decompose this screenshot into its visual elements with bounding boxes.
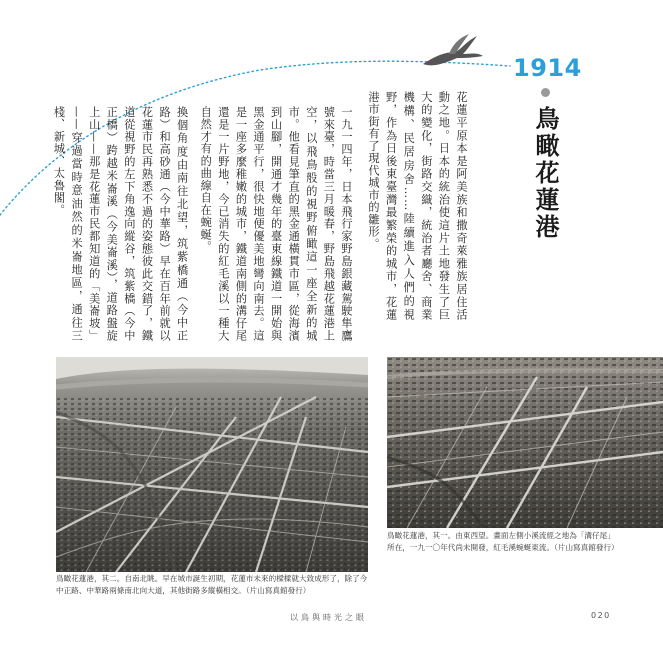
book-title: 以鳥與時光之眼 xyxy=(290,613,367,622)
body-paragraph-1: 一九一四年，日本飛行家野島銀藏駕駛隼鷹號來臺，時當三月暖春，野島飛越花蓮港上空，以飛鳥般的視野俯瞰這一座全新的城市。他看見筆直的黑金通橫貫市區，從海濱到山腳，開通才幾年的臺東線鐵道一開始與黑金通平行，很快地便優美地彎向南去。這是一座多麼稚嫩的城市，鐵道南側的溝仔尾還是一片野地，今已消失的紅毛溪以一種大自然才有的曲線自在蜿蜒。 xyxy=(199,106,353,342)
year-heading: 1914 xyxy=(513,54,582,82)
aerial-photo-east-to-west xyxy=(387,357,663,528)
photo-caption-left: 鳥瞰花蓮港，其二。自南北眺。早在城市誕生初期，花蓮市未來的樑樑就大致成形了，除了今中正路、中華路兩條南北向大道，其他街路多縱橫相交。（片山寫真館發行） xyxy=(56,574,368,595)
photo-caption-right: 鳥瞰花蓮港，其一。由東西望。畫面左側小溪流經之地為「溝仔尾」所在，一九一〇年代尚未開發，紅毛溪蜿蜒東流。（片山寫真館發行） xyxy=(387,531,619,552)
body-text-column xyxy=(39,106,355,342)
intro-text-column xyxy=(366,91,470,321)
title-bullet xyxy=(541,88,550,97)
aerial-photo-south-to-north xyxy=(56,357,368,572)
page-number: 020 xyxy=(591,611,611,620)
page-title: 鳥瞰花蓮港 xyxy=(531,106,560,241)
body-paragraph-2: 換個角度由南往北望，筑紫橋通（今中正路）和高砂通（今中華路）早在百年前就以花蓮市民再熟悉不過的姿態彼此交錯了，鐵道從視野的左下角逸向縱谷，筑紫橋（今中正橋）跨越米崙溪（今美崙溪），道路盤旋上山——那是花蓮市民都知道的「美崙坡」——穿過當時意油然的米崙地區，通往三棧、新城、太魯閣。 xyxy=(52,106,189,342)
intro-paragraph: 花蓮平原本是阿美族和撒奇萊雅族居住活動之地。日本的統治使這片土地發生了巨大的變化，街路交織，統治者廳舍、商業機構、民居房舍……陸續進入人們的視野，作為日後東臺灣最繁榮的城市，花蓮港市街有了現代城市的雛形。 xyxy=(367,91,468,321)
bird-icon xyxy=(423,34,483,65)
